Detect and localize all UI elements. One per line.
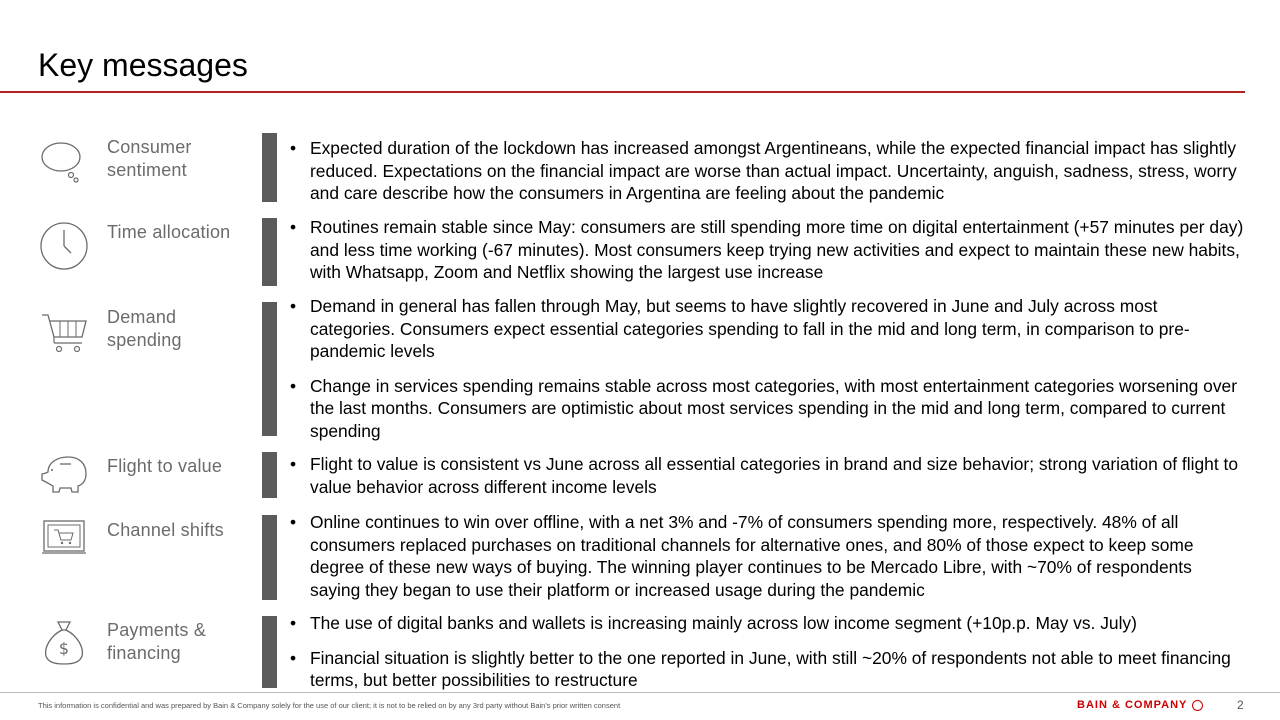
section-label: Time allocation (107, 222, 231, 242)
footer-divider (0, 692, 1280, 693)
bullet-list (290, 295, 1245, 454)
piggy-bank-icon (38, 448, 92, 502)
bain-logo (1077, 699, 1203, 711)
bullet-item: • Financial situation is slightly better to the one reported in June, with still ~20% of respondents not able to meet financing terms, but better possibilities to restructure (290, 647, 1245, 692)
section-label: Consumer sentiment (107, 137, 192, 180)
svg-text:$: $ (58, 639, 70, 658)
bullet-list (290, 137, 1245, 217)
logo-mark-icon (1192, 700, 1203, 711)
bullet-list (290, 511, 1245, 613)
logo-text: BAIN & COMPANY (1077, 699, 1188, 711)
bullet-list (290, 453, 1245, 510)
bullet-item: • Online continues to win over offline, with a net 3% and -7% of consumers spending more, respectively. 48% of all consumers replaced purchases on traditional channels for alternative ones, and 80% of those expect to keep some degree of these new ways of buying. The winning player continues to be Mercado Libre, with ~70% of respondents saying they began to use their platform or increased usage during the pandemic (290, 511, 1245, 601)
bullet-list (290, 612, 1245, 704)
bullet-list (290, 216, 1245, 296)
page-title: Key messages (38, 47, 248, 83)
speech-bubble-icon (38, 135, 92, 189)
section-label: Flight to value (107, 456, 223, 476)
page-number: 2 (1237, 698, 1244, 712)
section-bar (262, 302, 277, 436)
bullet-item: • Change in services spending remains stable across most categories, with most entertainment categories worsening over the last months. Consumers are optimistic about most services spending in the mid and long term, compared to current spending (290, 375, 1245, 443)
bullet-item: • The use of digital banks and wallets is increasing mainly across low income segment (+10p.p. May vs. July) (290, 612, 1245, 635)
title-divider (0, 91, 1245, 93)
bullet-item: • Expected duration of the lockdown has increased amongst Argentineans, while the expected financial impact has slightly reduced. Expectations on the financial impact are worse than actual impact. Uncertainty, anguish, sadness, stress, worry and care describe how the consumers in Argentina are feeling about the pandemic (290, 137, 1245, 205)
money-bag-icon (38, 616, 92, 670)
laptop-cart-icon (38, 513, 92, 567)
section-bar (262, 616, 277, 688)
bullet-item: • Routines remain stable since May: consumers are still spending more time on digital entertainment (+57 minutes per day) and less time working (-67 minutes). Most consumers keep trying new activities and expect to maintain these new habits, with Whatsapp, Zoom and Netflix showing the largest use increase (290, 216, 1245, 284)
section-bar (262, 452, 277, 498)
section-label: Payments & financing (107, 620, 207, 663)
confidentiality-note: This information is confidential and was prepared by Bain & Company solely for the use of our client; it is not to be relied on by any 3rd party without Bain's prior written consent (38, 701, 621, 710)
section-label: Channel shifts (107, 520, 224, 540)
shopping-cart-icon (38, 307, 92, 361)
bullet-item: • Flight to value is consistent vs June across all essential categories in brand and size behavior; strong variation of flight to value behavior across different income levels (290, 453, 1245, 498)
bullet-item: • Demand in general has fallen through May, but seems to have slightly recovered in June and July across most categories. Consumers expect essential categories spending to fall in the mid and long term, in comparison to pre-pandemic levels (290, 295, 1245, 363)
section-label: Demand spending (107, 307, 182, 350)
section-bar (262, 133, 277, 202)
section-bar (262, 218, 277, 286)
clock-icon (38, 218, 92, 272)
section-bar (262, 515, 277, 600)
